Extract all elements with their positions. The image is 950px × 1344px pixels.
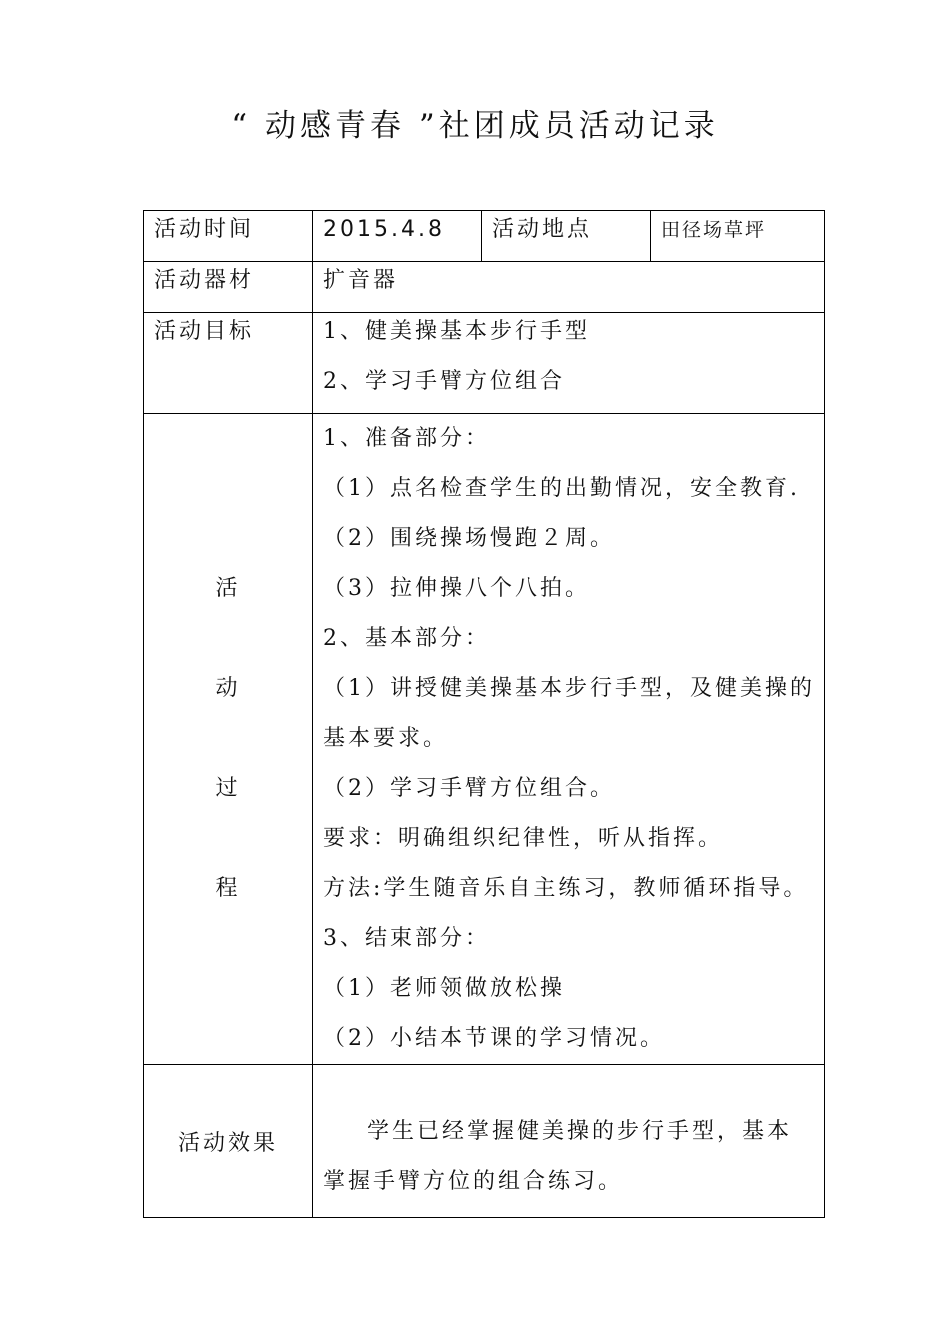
effect-text: 学生已经掌握健美操的步行手型，基本掌握手臂方位的组合练习。 <box>313 1065 825 1218</box>
time-value: 2015.4.8 <box>313 211 482 262</box>
equipment-value: 扩音器 <box>313 262 825 313</box>
process-label-char: 活 <box>215 576 241 601</box>
goal-item: 1、健美操基本步行手型 <box>323 319 590 344</box>
process-line: （2）小结本节课的学习情况。 <box>323 1026 665 1051</box>
process-line: 1、准备部分： <box>323 426 490 451</box>
process-line: 方法:学生随音乐自主练习，教师循环指导。 <box>323 876 809 901</box>
goal-list <box>313 313 825 414</box>
place-label: 活动地点 <box>482 211 651 262</box>
goal-item: 2、学习手臂方位组合 <box>323 369 565 394</box>
process-label <box>144 414 313 1065</box>
process-label-char: 程 <box>215 876 241 901</box>
process-label-char: 动 <box>215 676 241 701</box>
process-label-char: 过 <box>215 776 241 801</box>
process-line: 3、结束部分： <box>323 926 490 951</box>
equipment-label: 活动器材 <box>144 262 313 313</box>
process-line: （2）学习手臂方位组合。 <box>323 776 615 801</box>
process-line: （2）围绕操场慢跑２周。 <box>323 526 615 551</box>
time-label: 活动时间 <box>144 211 313 262</box>
goal-label: 活动目标 <box>144 313 313 414</box>
process-line: 基本要求。 <box>323 726 449 751</box>
process-line: 2、基本部分： <box>323 626 490 651</box>
process-line: （1）讲授健美操基本步行手型，及健美操的 <box>323 676 815 701</box>
process-line: （1）老师领做放松操 <box>323 976 565 1001</box>
activity-record-table <box>143 210 825 1218</box>
page-title: “ 动感青春 ”社团成员活动记录 <box>231 108 719 144</box>
process-line: 要求：明确组织纪律性，听从指挥。 <box>323 826 724 851</box>
place-value: 田径场草坪 <box>651 211 825 262</box>
process-content <box>313 414 825 1065</box>
effect-label: 活动效果 <box>144 1065 313 1218</box>
process-line: （3）拉伸操八个八拍。 <box>323 576 590 601</box>
process-line: （1）点名检查学生的出勤情况，安全教育. <box>323 476 800 501</box>
